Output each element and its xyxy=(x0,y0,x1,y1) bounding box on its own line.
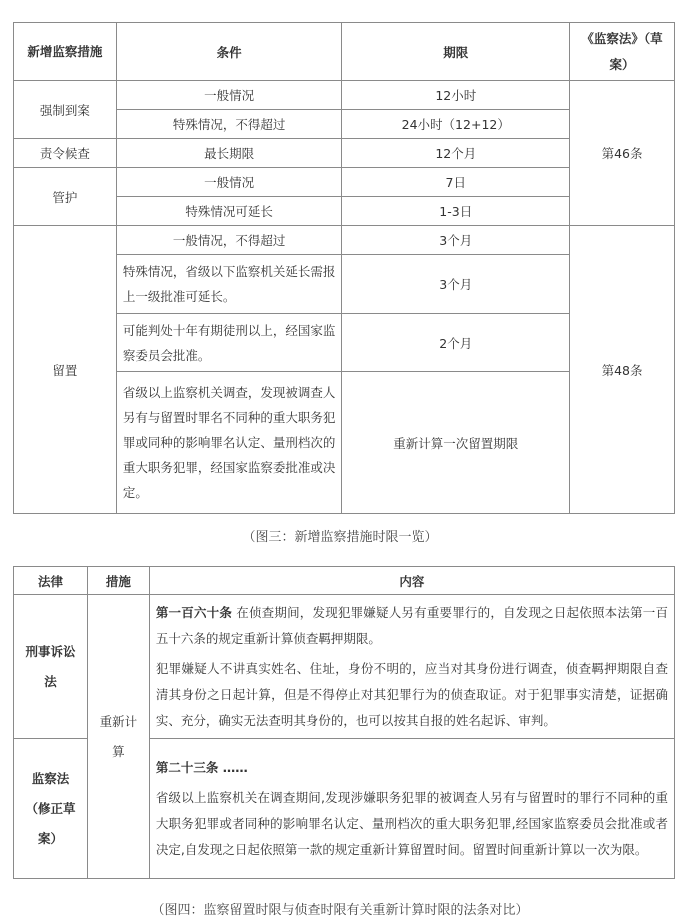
header-term: 期限 xyxy=(342,23,570,81)
header-content: 内容 xyxy=(149,567,674,595)
table-header-row xyxy=(14,23,675,81)
header-measure: 措施 xyxy=(87,567,149,595)
header-condition: 条件 xyxy=(116,23,342,81)
term-cell: 3个月 xyxy=(342,255,570,314)
condition-cell: 省级以上监察机关调查，发现被调查人另有与留置时罪名不同种的重大职务犯罪或同种的影响罪名认定、量刑档次的重大职务犯罪，经国家监察委批准或决定。 xyxy=(116,372,342,514)
condition-cell: 特殊情况可延长 xyxy=(116,197,342,226)
article-cell: 第48条 xyxy=(570,226,675,514)
law-comparison-table xyxy=(13,566,675,879)
term-cell: 1-3日 xyxy=(342,197,570,226)
figure-caption: （图四：监察留置时限与侦查时限有关重新计算时限的法条对比） xyxy=(151,903,529,918)
article-text: 在侦查期间，发现犯罪嫌疑人另有重要罪行的，自发现之日起依照本法第一百五十六条的规定重新计算侦查羁押期限。 xyxy=(155,604,668,646)
measure-cell: 管护 xyxy=(14,168,117,226)
table-row xyxy=(14,81,675,110)
law-cell: 监察法（修正草案） xyxy=(14,739,88,879)
measure-cell: 责令候查 xyxy=(14,139,117,168)
table-header-row xyxy=(14,567,675,595)
content-cell xyxy=(149,595,674,739)
measure-cell: 重新计算 xyxy=(87,595,149,879)
condition-cell: 最长期限 xyxy=(116,139,342,168)
article-cell: 第46条 xyxy=(570,81,675,226)
measure-cell: 强制到案 xyxy=(14,81,117,139)
measure-cell: 留置 xyxy=(14,226,117,514)
term-cell: 3个月 xyxy=(342,226,570,255)
table-row xyxy=(14,595,675,739)
term-cell: 2个月 xyxy=(342,314,570,372)
article-title: 第二十三条 …… xyxy=(155,759,248,775)
article-paragraph: 犯罪嫌疑人不讲真实姓名、住址，身份不明的，应当对其身份进行调查，侦查羁押期限自查清其身份之日起计算，但是不得停止对其犯罪行为的侦查取证。对于犯罪事实清楚，证据确实、充分，确实无法查明其身份的，也可以按其自报的姓名起诉、审判。 xyxy=(155,660,668,728)
term-cell: 重新计算一次留置期限 xyxy=(342,372,570,514)
article-paragraph: 省级以上监察机关在调查期间,发现涉嫌职务犯罪的被调查人另有与留置时的罪行不同种的重大职务犯罪或者同种的影响罪名认定、量刑档次的重大职务犯罪,经国家监察委员会批准或者决定,自发现之日起依照第一款的规定重新计算留置时间。留置时间重新计算以一次为限。 xyxy=(155,789,668,857)
condition-cell: 一般情况，不得超过 xyxy=(116,226,342,255)
measures-time-limit-table xyxy=(13,22,675,514)
condition-cell: 一般情况 xyxy=(116,168,342,197)
header-article: 《监察法》（草案） xyxy=(570,23,675,81)
condition-cell: 特殊情况，省级以下监察机关延长需报上一级批准可延长。 xyxy=(116,255,342,314)
article-title: 第一百六十条 xyxy=(155,604,233,620)
content-cell xyxy=(149,739,674,879)
article-paragraph xyxy=(156,598,668,654)
term-cell: 12小时 xyxy=(342,81,570,110)
figure-caption: （图三：新增监察措施时限一览） xyxy=(242,530,438,545)
condition-cell: 可能判处十年有期徒刑以上，经国家监察委员会批准。 xyxy=(116,314,342,372)
condition-cell: 一般情况 xyxy=(116,81,342,110)
term-cell: 7日 xyxy=(342,168,570,197)
term-cell: 12个月 xyxy=(342,139,570,168)
condition-cell: 特殊情况，不得超过 xyxy=(116,110,342,139)
header-law: 法律 xyxy=(14,567,88,595)
header-measure: 新增监察措施 xyxy=(14,23,117,81)
table-row xyxy=(14,226,675,255)
law-cell: 刑事诉讼法 xyxy=(14,595,88,739)
term-cell: 24小时（12+12） xyxy=(342,110,570,139)
